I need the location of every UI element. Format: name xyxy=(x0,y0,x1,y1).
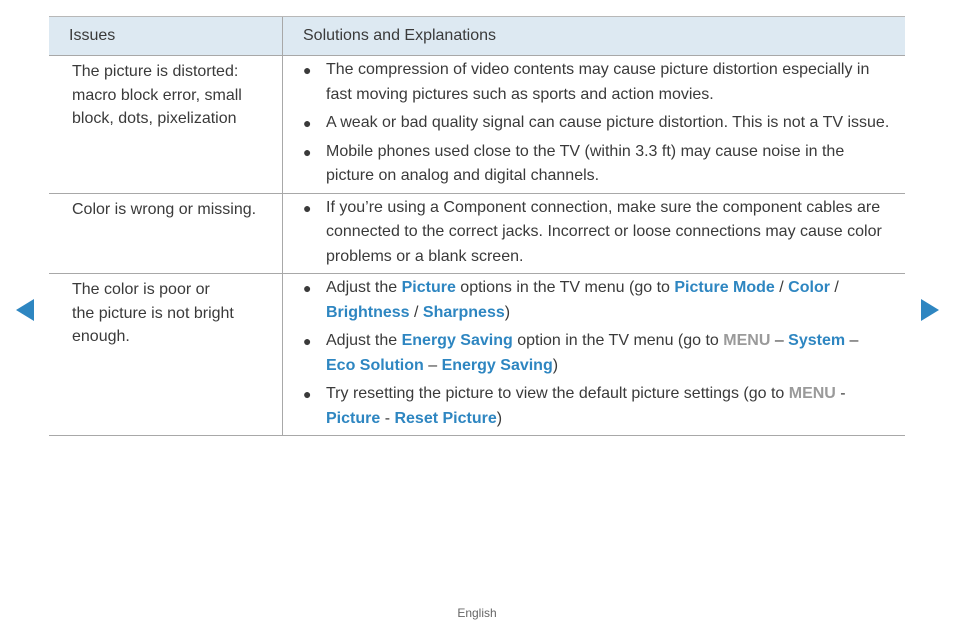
solution-item xyxy=(303,111,891,136)
solution-text: / xyxy=(829,279,839,296)
solution-item xyxy=(303,382,891,431)
bullet-icon: ● xyxy=(303,386,312,402)
issue-line: block, dots, pixelization xyxy=(72,110,237,127)
menu-path-link: Sharpness xyxy=(422,303,505,321)
menu-path-link: System xyxy=(788,332,846,349)
menu-path-link: Reset Picture xyxy=(394,409,497,427)
solution-text: Try resetting the picture to view the default picture settings (go to xyxy=(326,385,789,402)
solution-item xyxy=(303,140,891,189)
issue-line: the picture is not bright xyxy=(72,304,234,322)
issue-line: The picture is distorted: xyxy=(72,63,239,80)
menu-path-link: Energy Saving xyxy=(401,332,513,349)
solution-text: The compression of video contents may cause picture distortion especially in fast moving pictures such as sports and action movies. xyxy=(326,61,870,103)
solution-text: A weak or bad quality signal can cause picture distortion. This is not a TV issue. xyxy=(326,114,890,131)
troubleshooting-table xyxy=(49,16,905,436)
solution-text: Mobile phones used close to the TV (within 3.3 ft) may cause noise in the picture on analog and digital channels. xyxy=(326,142,845,184)
menu-path-link: Picture xyxy=(326,409,381,427)
solution-item xyxy=(303,276,891,325)
solution-text: - xyxy=(835,385,846,402)
solution-text: Adjust the xyxy=(326,279,402,296)
solution-text: – xyxy=(423,356,442,374)
prev-page-icon[interactable] xyxy=(16,299,34,321)
solution-text: options in the TV menu (go to xyxy=(455,279,675,296)
menu-path-link: Picture Mode xyxy=(674,279,775,296)
solution-cell xyxy=(283,56,905,193)
menu-key-label: MENU xyxy=(723,332,771,349)
menu-path-link: Color xyxy=(788,279,830,296)
issue-line: The color is poor or xyxy=(72,281,210,298)
solution-cell xyxy=(283,274,905,435)
issue-line: Color is wrong or missing. xyxy=(72,200,257,218)
solution-text: – xyxy=(845,332,859,349)
solution-text: If you’re using a Component connection, make sure the component cables are connected to the correct jacks. Incorrect or loose connections may cause color problems or a blank screen. xyxy=(326,198,882,265)
table-header xyxy=(49,17,905,56)
solution-text: Adjust the xyxy=(326,332,402,349)
solution-item xyxy=(303,58,891,107)
solution-text: – xyxy=(770,332,789,349)
header-issues: Issues xyxy=(49,17,283,55)
menu-path-link: Eco Solution xyxy=(326,356,424,374)
solution-item xyxy=(303,196,891,270)
table-row xyxy=(49,56,905,194)
menu-path-link: Energy Saving xyxy=(441,356,553,374)
next-page-icon[interactable] xyxy=(921,299,939,321)
bullet-icon: ● xyxy=(303,115,312,131)
issue-cell xyxy=(49,274,283,435)
solution-text: / xyxy=(774,279,789,296)
bullet-icon: ● xyxy=(303,333,312,349)
bullet-icon: ● xyxy=(303,199,312,216)
issue-cell xyxy=(49,56,283,193)
solution-text: option in the TV menu (go to xyxy=(512,332,724,349)
issue-line: macro block error, small xyxy=(72,86,242,104)
solution-text: - xyxy=(380,409,395,427)
solution-item xyxy=(303,329,891,378)
table-body xyxy=(49,56,905,436)
solution-text: ) xyxy=(504,303,511,321)
issue-cell xyxy=(49,194,283,274)
solution-text: / xyxy=(409,303,423,321)
bullet-icon: ● xyxy=(303,280,312,296)
solution-text: ) xyxy=(496,409,503,427)
bullet-icon: ● xyxy=(303,62,312,78)
table-row xyxy=(49,274,905,436)
language-footer: English xyxy=(457,606,497,620)
header-solutions: Solutions and Explanations xyxy=(303,27,497,44)
solution-cell xyxy=(283,194,905,274)
menu-path-link: Picture xyxy=(401,279,456,296)
menu-key-label: MENU xyxy=(788,385,836,402)
solution-text: ) xyxy=(552,356,559,374)
menu-path-link: Brightness xyxy=(326,303,410,321)
table-row xyxy=(49,194,905,275)
bullet-icon: ● xyxy=(303,143,312,160)
issue-line: enough. xyxy=(72,328,130,345)
